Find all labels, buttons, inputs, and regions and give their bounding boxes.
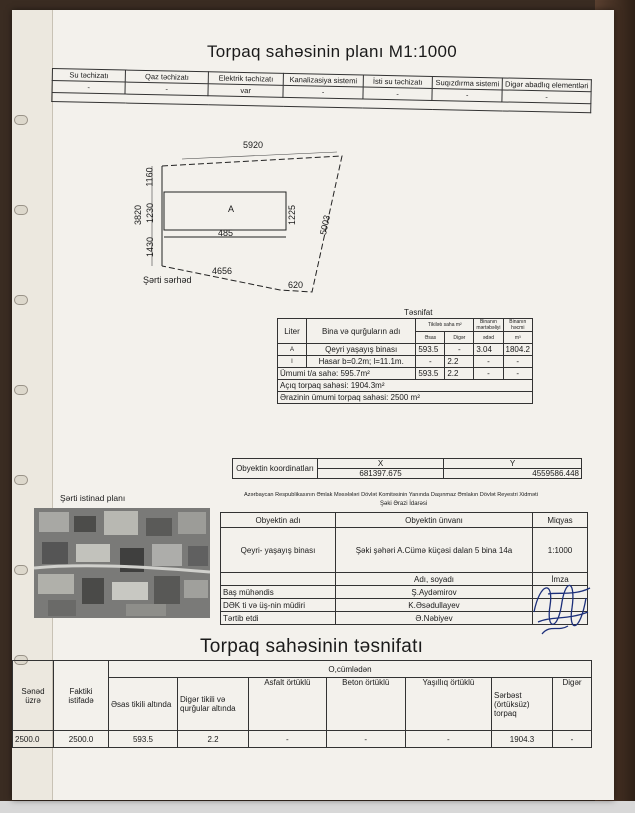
value-green: - [405, 731, 491, 748]
utility-value: - [432, 88, 502, 101]
row-volume: 1804.2 [503, 344, 532, 356]
y-value: 4559586.448 [444, 469, 582, 479]
dim-building-width: 485 [218, 228, 234, 238]
utility-header: Kanalizasiya sistemi [283, 73, 363, 87]
page-title: Torpaq sahəsinin planı M1:1000 [207, 42, 457, 61]
binder-ring-icon [14, 475, 28, 485]
bottom-strip [0, 801, 635, 813]
dim-left-bottom: 1430 [145, 236, 156, 258]
utility-value: - [125, 82, 208, 96]
utility-value: - [283, 85, 363, 99]
col-unit-floors: ədəd [474, 332, 503, 344]
land-classification-table [12, 660, 592, 748]
dim-building-right: 1225 [287, 204, 298, 226]
object-scale: 1:1000 [533, 528, 588, 573]
staff-name: K.Əsədullayev [336, 599, 533, 612]
classification-caption: Təsnifat [404, 308, 433, 317]
row-volume: - [503, 356, 532, 368]
table-row [278, 344, 533, 356]
dimension-line-top [182, 152, 337, 159]
utility-value: - [502, 90, 591, 104]
row-name: Hasar b=0.2m; l=11.1m. [307, 356, 416, 368]
person-header: Adı, soyadı [336, 573, 533, 586]
col-doc: Sənəd üzrə [13, 661, 54, 731]
value-concrete: - [326, 731, 405, 748]
document-page [12, 10, 614, 800]
open-area: Açıq torpaq sahəsi: 1904.3m² [278, 380, 533, 392]
col-floors: Binanın mərtəbəliyi [474, 319, 503, 332]
dim-top: 5920 [243, 140, 264, 150]
plot-boundary [162, 156, 342, 292]
staff-role: DƏK ti və üş-nin müdiri [221, 599, 336, 612]
total-volume: - [503, 368, 532, 380]
col-other: Digər [445, 332, 474, 344]
row-other: 2.2 [445, 356, 474, 368]
utility-value: var [208, 84, 283, 98]
col-free: Sərbəst (örtüksüz) torpaq [492, 678, 553, 731]
agency-line-1: Azərbaycan Respublikasının Əmlak Məsələləri Dövlət Komitəsinin Yanında Daşınmaz Əmlakın Dövlət Reyestri Xidməti [244, 492, 538, 498]
total-main: 593.5 [416, 368, 445, 380]
value-doc: 2500.0 [13, 731, 54, 748]
row-floors: - [474, 356, 503, 368]
dim-left-top: 1160 [144, 167, 155, 187]
coordinates-label: Obyektin koordinatları [233, 459, 318, 479]
boundary-label: Şərti sərhəd [143, 275, 192, 285]
coordinates-table [232, 458, 582, 479]
value-main-built: 593.5 [109, 731, 178, 748]
col-actual: Faktiki istifadə [54, 661, 109, 731]
utility-header: İsti su təchizatı [363, 75, 433, 88]
row-main: 593.5 [416, 344, 445, 356]
row-other: - [445, 344, 474, 356]
object-scale-header: Miqyas [533, 513, 588, 528]
col-built-area: Tikilətı saha m² [416, 319, 474, 332]
y-header: Y [444, 459, 582, 469]
table-row [13, 731, 592, 748]
dim-left-total: 3820 [133, 204, 144, 226]
staff-name: Ə.Nəbiyev [336, 612, 533, 625]
col-concrete: Beton örtüklü [326, 678, 405, 731]
dim-left-mid: 1230 [145, 202, 156, 224]
row-liter: A [278, 344, 307, 356]
object-name-header: Obyektin adı [221, 513, 336, 528]
binder-ring-icon [14, 295, 28, 305]
col-unit-volume: m³ [503, 332, 532, 344]
col-volume: Binanın həcmi [503, 319, 532, 332]
value-other-built: 2.2 [178, 731, 249, 748]
classification-table [277, 318, 533, 404]
value-asphalt: - [249, 731, 327, 748]
row-name: Qeyri yaşayış binası [307, 344, 416, 356]
col-asphalt: Asfalt örtüklü [249, 678, 327, 731]
col-main-built: Əsas tikili altında [109, 678, 178, 731]
dim-bottom: 4656 [212, 266, 233, 276]
utility-header: Su təchizatı [52, 69, 125, 83]
col-green: Yaşıllıq örtüklü [405, 678, 491, 731]
dim-bottom-right: 620 [288, 280, 304, 290]
situation-plan-label: Şərti istinad planı [60, 493, 126, 503]
staff-name: Ş.Aydəmirov [336, 586, 533, 599]
value-other: - [553, 731, 592, 748]
utility-header: Suqızdırma sistemi [432, 76, 502, 89]
x-header: X [318, 459, 444, 469]
object-name: Qeyri- yaşayış binası [221, 528, 336, 573]
dim-right: 5003 [318, 214, 332, 236]
building-a-outline [164, 192, 286, 230]
binder-ring-icon [14, 205, 28, 215]
row-liter: I [278, 356, 307, 368]
utility-header: Digər abadlıq elementləri [502, 78, 591, 92]
table-row [278, 356, 533, 368]
binder-ring-icon [14, 115, 28, 125]
col-name: Bina və qurğuların adı [307, 319, 416, 344]
building-label: A [228, 204, 235, 214]
value-actual: 2500.0 [54, 731, 109, 748]
utilities-table [51, 68, 592, 113]
value-free: 1904.3 [492, 731, 553, 748]
row-main: - [416, 356, 445, 368]
staff-role: Baş mühəndis [221, 586, 336, 599]
col-main: Əsas [416, 332, 445, 344]
binder-ring-icon [14, 565, 28, 575]
land-classification-title: Torpaq sahəsinin təsnifatı [200, 636, 424, 657]
staff-role: Tərtib etdi [221, 612, 336, 625]
utility-value: - [363, 87, 433, 100]
total-other: 2.2 [445, 368, 474, 380]
including-header: O,cümlədən [109, 661, 592, 678]
x-value: 681397.675 [318, 469, 444, 479]
total-label: Ümumi t/a sahə: 595.7m² [278, 368, 416, 380]
aerial-photo [34, 508, 210, 618]
total-land: Ərazinin ümumi torpaq sahəsi: 2500 m² [278, 392, 533, 404]
utility-header: Elektrik təchizatı [208, 72, 283, 86]
object-address: Şəki şəhəri A.Cümə küçəsi dalan 5 bina 14a [336, 528, 533, 573]
utility-header: Qaz təchizatı [125, 70, 208, 84]
col-liter: Liter [278, 319, 307, 344]
binder-ring-icon [14, 385, 28, 395]
object-address-header: Obyektin ünvanı [336, 513, 533, 528]
agency-line-2: Şəki Ərazi İdarəsi [380, 501, 428, 507]
utility-value: - [52, 81, 125, 95]
sign-header: İmza [533, 573, 588, 586]
aerial-photo-texture [34, 508, 210, 618]
row-floors: 3.04 [474, 344, 503, 356]
col-other-built: Digər tikili və qurğular altında [178, 678, 249, 731]
total-floors: - [474, 368, 503, 380]
col-other: Digər [553, 678, 592, 731]
signature-icon [528, 572, 594, 640]
